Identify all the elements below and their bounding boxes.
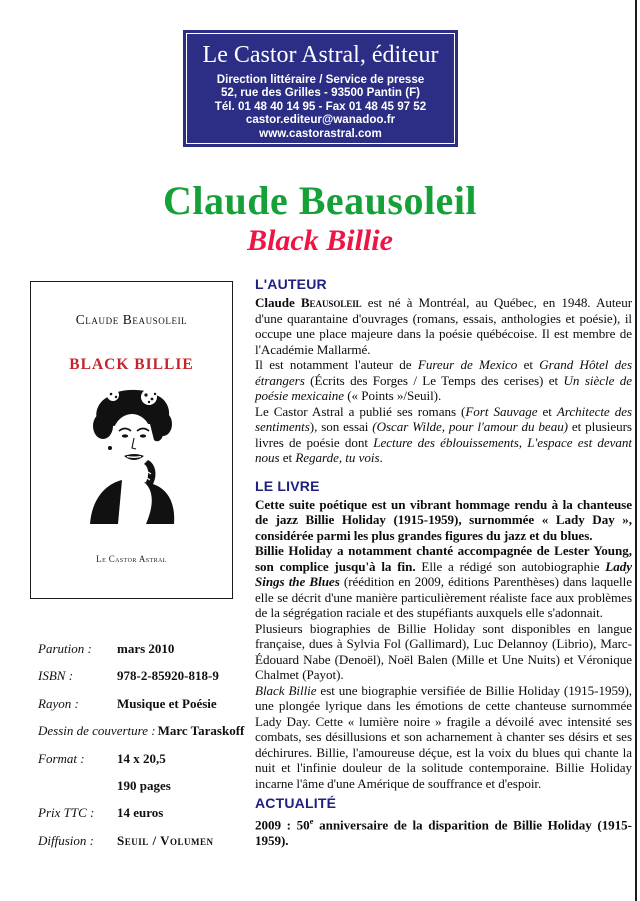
publisher-address-line: Direction littéraire / Service de presse (216, 73, 425, 86)
detail-row-dessin-couverture (38, 723, 250, 738)
billie-holiday-portrait-icon (31, 386, 232, 529)
publisher-website: www.castorastral.com (259, 126, 382, 140)
paragraph: 2009 : 50e anniversaire de la disparition de Billie Holiday (1915-1959). (255, 816, 632, 848)
detail-label: Parution : (38, 641, 92, 656)
detail-value: 978-2-85920-818-9 (117, 668, 219, 684)
cover-book-title: BLACK BILLIE (69, 356, 194, 373)
book-details-list (38, 641, 250, 860)
detail-value: 14 euros (117, 805, 164, 821)
publisher-header-box (183, 30, 458, 147)
detail-row-format (38, 751, 250, 766)
book-cover (30, 281, 233, 599)
detail-value: Seuil / Volumen (117, 832, 214, 848)
detail-value: Marc Taraskoff (157, 723, 245, 739)
detail-label: Dessin de couverture : (38, 723, 156, 739)
detail-label: ISBN : (38, 668, 74, 684)
publisher-phone-line: Tél. 01 48 40 14 95 - Fax 01 48 45 97 52 (214, 99, 427, 113)
paragraph: Cette suite poétique est un vibrant hommage rendu à la chanteuse de jazz Billie Holiday (1915-1959), surnommée « Lady Day », considérée parmi les plus grandes figures du jazz et du blues. (255, 496, 632, 543)
detail-label: Rayon : (38, 695, 79, 711)
detail-row-rayon (38, 696, 250, 711)
detail-row-isbn (38, 668, 250, 683)
publisher-address-line: 52, rue des Grilles - 93500 Pantin (F) (220, 86, 421, 100)
publisher-email: castor.editeur@wanadoo.fr (245, 113, 396, 127)
detail-label: Format : (38, 750, 85, 766)
paragraph: Plusieurs biographies de Billie Holiday sont disponibles en langue française, dues à Sylvia Fol (Gallimard), Luc Delannoy (Librio), Marc-Édouard Nabe (Denoël), Noël Balen (Mille et Une Nuits) et Véronique Chalmet (Payot). (255, 620, 632, 682)
author-name-title: Claude Beausoleil (162, 178, 478, 223)
publisher-header-inner-frame (186, 33, 455, 144)
section-heading-livre: LE LIVRE (255, 477, 320, 494)
detail-value: 14 x 20,5 (117, 750, 166, 766)
paragraph: Black Billie est une biographie versifiée de Billie Holiday (1915-1959), une plongée lyrique dans les émotions de cette chanteuse surnommée Lady Day. Cette « lumière noire » fragile a dévoilé avec intensité ses combats, ses désillusions et son acharnement à chanter ses désirs et ses déchirures. Billie, l'amoureuse déçue, est la voix du blues qui chante la nuit et l'infinie douleur de la solitude contemporaine. Billie Holiday incarne l'âme d'une Amérique de souffrance et d'espoir. (255, 682, 633, 791)
cover-author-name: Claude Beausoleil (75, 312, 188, 327)
paragraph: Le Castor Astral a publié ses romans (Fort Sauvage et Architecte des sentiments), son essai (Oscar Wilde, pour l'amour du beau) et plusieurs livres de poésie dont Lecture des éblouissements, L'espace est devant nous et Regarde, tu vois. (255, 403, 633, 465)
publisher-name: Le Castor Astral, éditeur (202, 42, 439, 68)
detail-row-diffusion (38, 833, 250, 848)
detail-label: Diffusion : (38, 832, 94, 848)
page-scan-edge-line (635, 0, 637, 901)
detail-row-parution (38, 641, 250, 656)
detail-value: Musique et Poésie (117, 695, 217, 711)
detail-label: Prix TTC : (38, 805, 95, 821)
detail-value: 190 pages (117, 777, 171, 793)
main-text-column (255, 277, 632, 848)
paragraph: Il est notamment l'auteur de Fureur de Mexico et Grand Hôtel des étrangers (Écrits des Forges / Le Temps des cerises) et Un siècle de poésie mexicaine (« Points »/Seuil). (255, 357, 632, 403)
paragraph: Claude Beausoleil est né à Montréal, au Québec, en 1948. Auteur d'une quarantaine d'ouvrages (romans, essais, anthologies et poésie), il occupe une place majeure dans la poésie québécoise. Il est membre de l'Académie Mallarmé. (255, 295, 632, 357)
detail-value: mars 2010 (117, 641, 175, 656)
section-heading-actualite: ACTUALITÉ (255, 795, 337, 811)
detail-row-pages (38, 778, 250, 793)
section-heading-auteur: L'AUTEUR (255, 276, 327, 292)
paragraph: Billie Holiday a notamment chanté accompagnée de Lester Young, son complice jusqu'à la fin. Elle a rédigé son autobiographie Lady Sings the Blues (réédition en 2009, éditions Parenthèses) dans laquelle elle se décrit d'une manière particulièrement réaliste face aux problèmes de la ségrégation raciale et des stupéfiants auxquels elle s'adonnait. (255, 543, 632, 620)
detail-row-prix (38, 805, 250, 820)
cover-publisher-imprint: Le Castor Astral (96, 554, 167, 564)
detail-label (38, 778, 115, 793)
book-title: Black Billie (247, 224, 393, 257)
